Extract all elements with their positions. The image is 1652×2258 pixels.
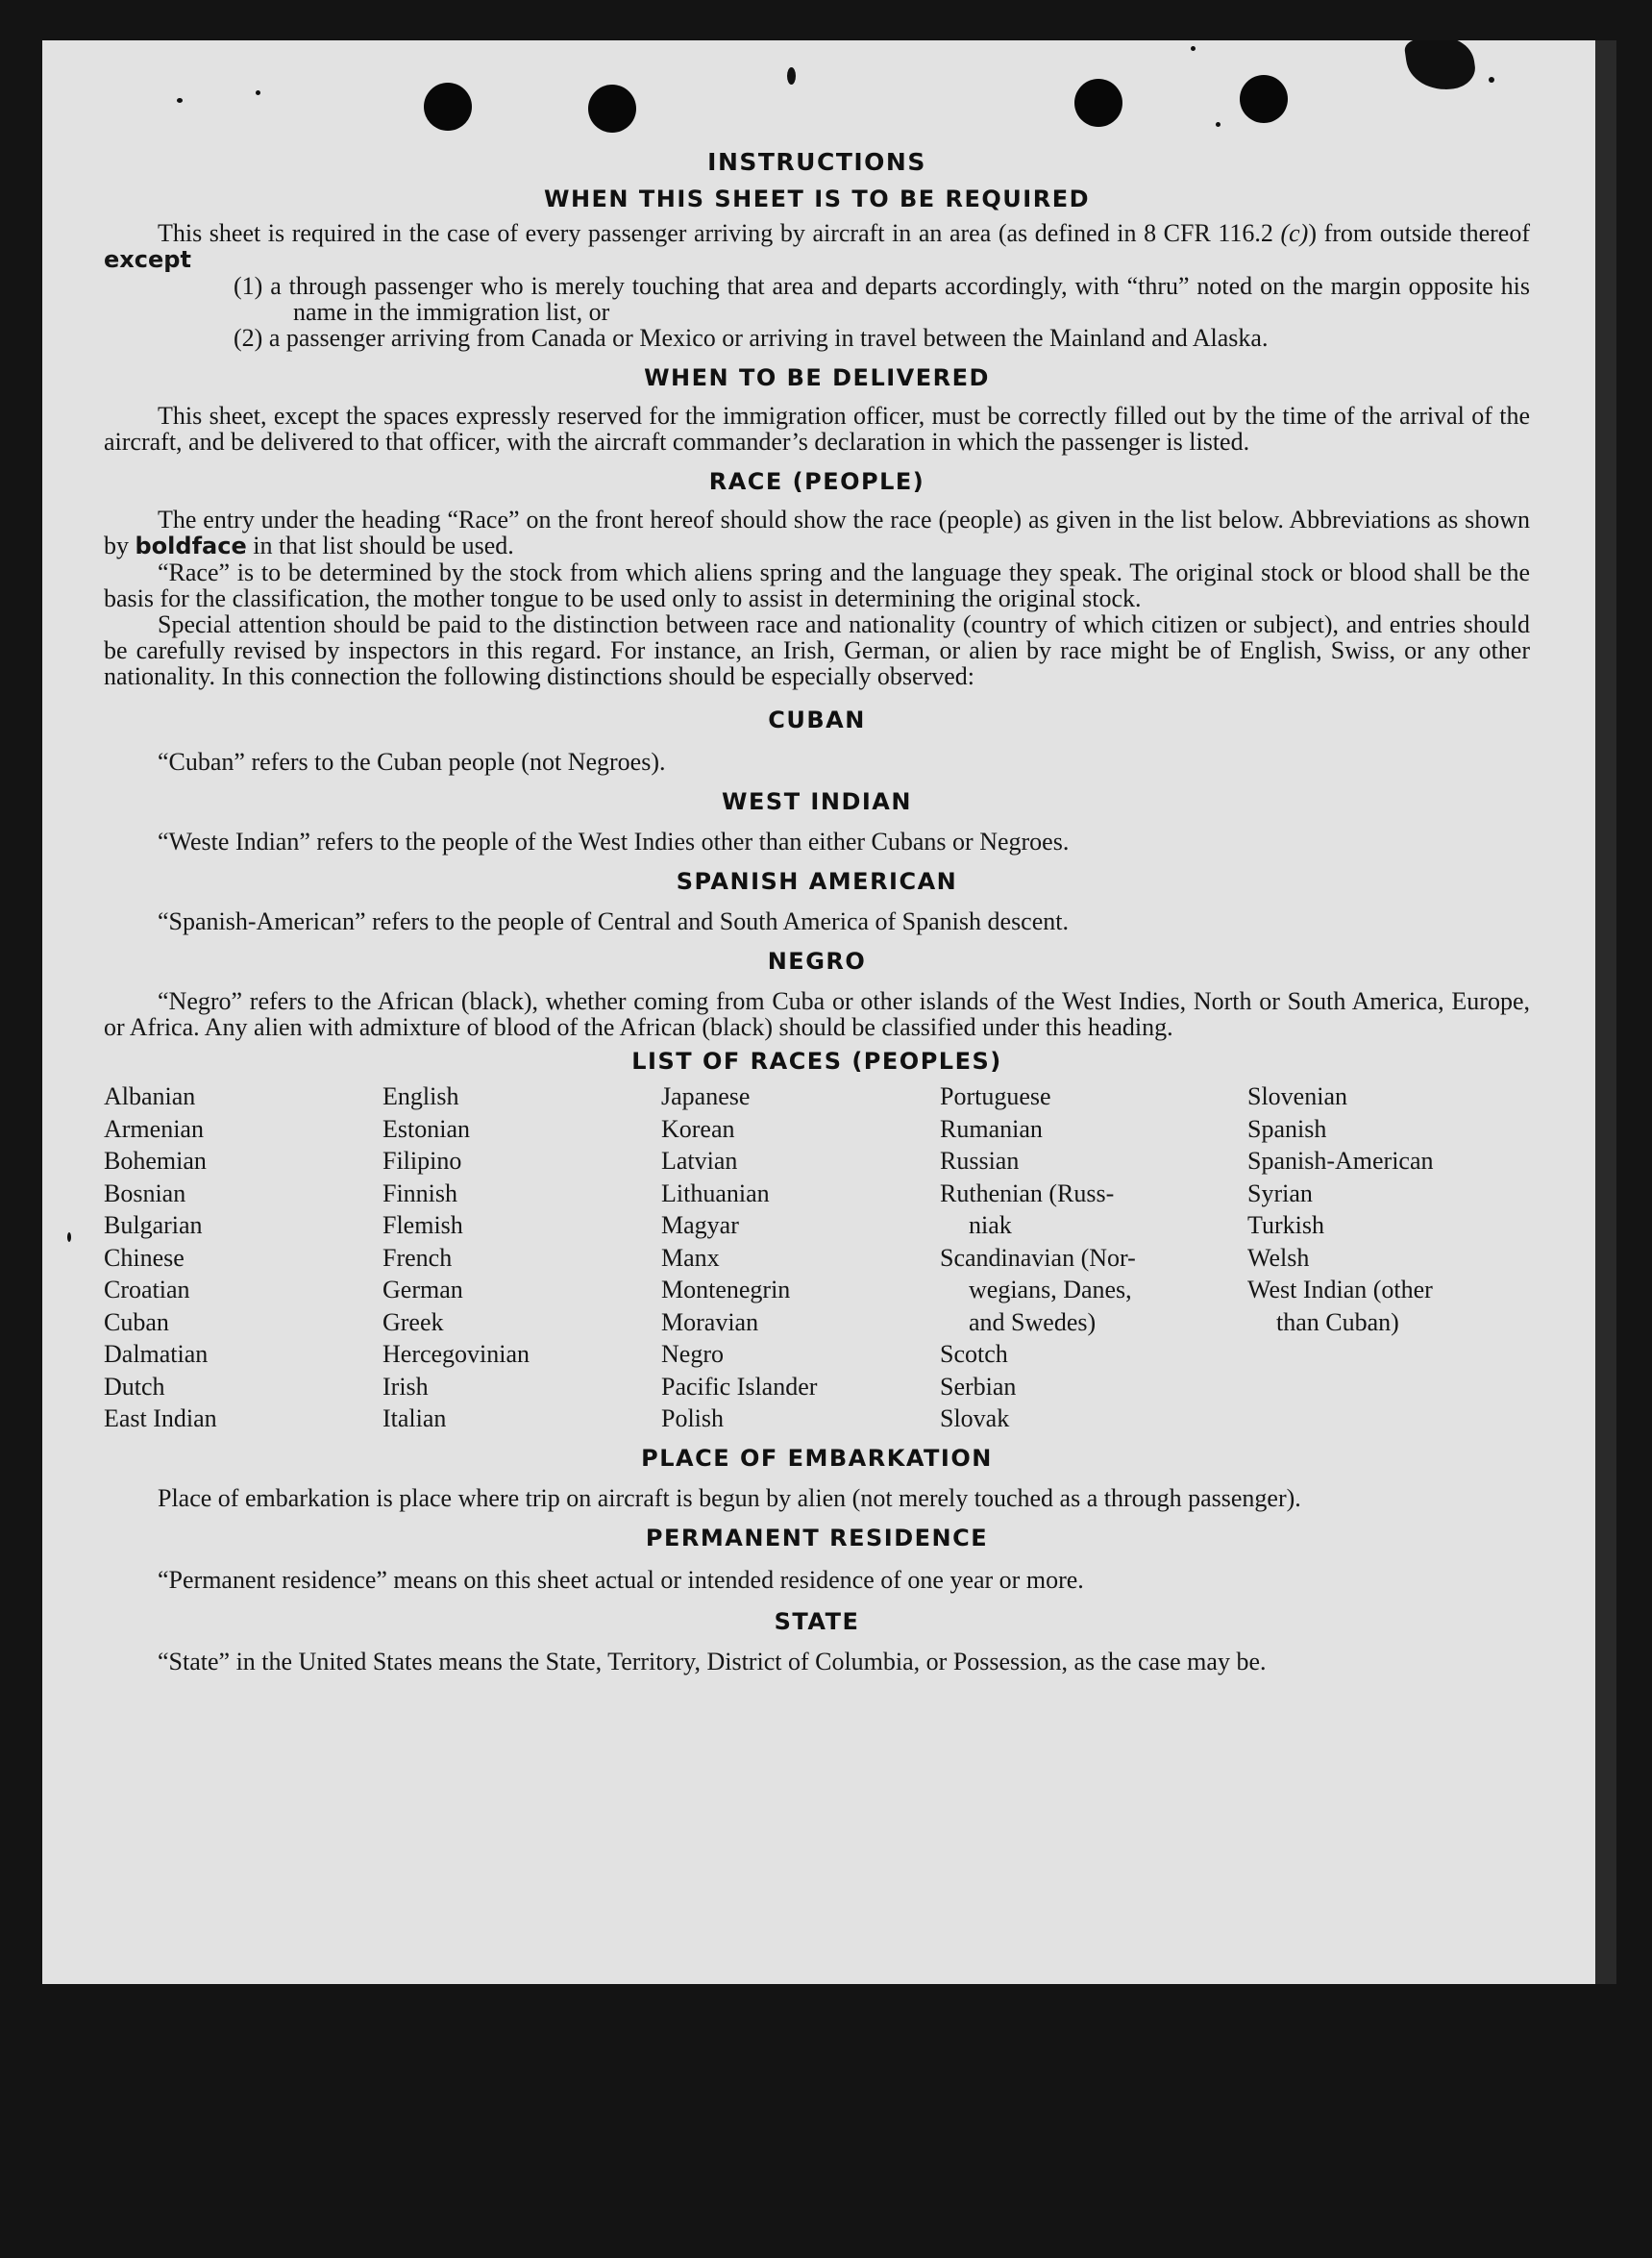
race-item: Turkish: [1247, 1211, 1324, 1239]
race-item: English: [382, 1082, 459, 1110]
race-item-continued: niak: [969, 1211, 1012, 1239]
torn-corner: [1403, 40, 1477, 95]
race-item: Montenegrin: [661, 1276, 791, 1303]
race-item: Irish: [382, 1372, 429, 1401]
race-list: [104, 1080, 1530, 1435]
race-item: Lithuanian: [661, 1179, 770, 1207]
race-paragraph-3: Special attention should be paid to the distinction between race and nationality (country of which citizen or subject), and entries should be carefully revised by inspectors in this regard. For instance, an Irish, German, or alien by race might be of English, Swiss, or any other nationality. In this connection the following distinctions should be especially observed:: [104, 610, 1530, 690]
required-intro-text: This sheet is required in the case of every passenger arriving by aircraft in an area (as defined in 8 CFR 116.2: [158, 219, 1281, 247]
race-item: Magyar: [661, 1211, 739, 1239]
race-item: German: [382, 1276, 463, 1303]
heading-list-of-races: LIST OF RACES (PEOPLES): [631, 1048, 1002, 1075]
race-item: Bulgarian: [104, 1211, 203, 1239]
race-item: Moravian: [661, 1307, 759, 1336]
race-paragraph-1-text: The entry under the heading “Race” on the front hereof should show the race (people) as given in the list below. Abbreviations as shown by: [104, 506, 1530, 559]
delivered-text: This sheet, except the spaces expressly reserved for the immigration officer, must be correctly filled out by the time of the arrival of the aircraft, and be delivered to that officer, with the aircraft commander’s declaration in which the passenger is listed.: [104, 402, 1530, 456]
race-column-2: [382, 1080, 661, 1435]
race-item: Russian: [940, 1147, 1020, 1175]
race-item: Latvian: [661, 1147, 738, 1175]
race-item: Estonian: [382, 1114, 470, 1143]
race-item: Slovenian: [1247, 1082, 1347, 1110]
document-page: [42, 40, 1595, 1984]
heading-race: RACE (PEOPLE): [708, 468, 925, 495]
race-column-3: [661, 1080, 940, 1435]
ink-speck: [256, 90, 260, 95]
race-item-continued: than Cuban): [1276, 1307, 1399, 1336]
race-item: Syrian: [1247, 1179, 1313, 1207]
race-item: Serbian: [940, 1372, 1017, 1401]
race-item-continued: and Swedes): [969, 1307, 1097, 1336]
punch-hole: [1074, 79, 1122, 127]
heading-west-indian: WEST INDIAN: [722, 788, 912, 815]
heading-place-of-embarkation: PLACE OF EMBARKATION: [641, 1444, 993, 1472]
race-item: Polish: [661, 1404, 725, 1432]
race-item: Italian: [382, 1404, 447, 1432]
negro-text: “Negro” refers to the African (black), whether coming from Cuba or other islands of the West Indies, North or South America, Europe, or Africa. Any alien with admixture of blood of the African (black) should be classified under this heading.: [104, 987, 1530, 1041]
race-item: Portuguese: [940, 1082, 1051, 1110]
boldface-keyword: boldface: [135, 533, 247, 559]
ink-speck: [177, 98, 183, 103]
race-paragraph-1: [104, 507, 1530, 559]
race-item: Flemish: [382, 1211, 463, 1239]
heading-when-delivered: WHEN TO BE DELIVERED: [644, 364, 990, 391]
race-item: Croatian: [104, 1276, 190, 1303]
ink-speck: [67, 1232, 71, 1242]
document-body: [104, 148, 1530, 1675]
required-intro-text-2: ) from outside thereof: [1308, 219, 1530, 247]
race-item: East Indian: [104, 1404, 217, 1432]
race-item: Scandinavian (Nor-: [940, 1243, 1136, 1272]
race-item: Welsh: [1247, 1243, 1310, 1272]
race-item: Korean: [661, 1114, 735, 1143]
race-item: Slovak: [940, 1404, 1010, 1432]
punch-hole: [588, 85, 636, 133]
state-text: “State” in the United States means the State, Territory, District of Columbia, or Possession, as the case may be.: [158, 1647, 1267, 1675]
heading-when-required: WHEN THIS SHEET IS TO BE REQUIRED: [543, 186, 1091, 212]
race-item: Dutch: [104, 1372, 165, 1401]
ink-speck: [1216, 122, 1221, 127]
heading-cuban: CUBAN: [768, 707, 866, 733]
page-edge-shadow: [1595, 40, 1616, 1984]
race-item: Ruthenian (Russ-: [940, 1179, 1115, 1207]
heading-state: STATE: [774, 1607, 860, 1635]
race-item: Filipino: [382, 1147, 462, 1175]
race-paragraph-2: “Race” is to be determined by the stock from which aliens spring and the language they speak. The original stock or blood shall be the basis for the classification, the mother tongue to be used only to assist in determining the original stock.: [104, 558, 1530, 612]
exception-item-1: (1) a through passenger who is merely touching that area and departs accordingly, with “thru” noted on the margin opposite his name in the immigration list, or: [234, 272, 1530, 326]
cfr-citation: (c): [1280, 219, 1309, 247]
heading-instructions: INSTRUCTIONS: [707, 148, 926, 176]
race-item: Dalmatian: [104, 1340, 209, 1368]
race-column-4: [940, 1080, 1247, 1435]
race-item: Spanish: [1247, 1114, 1327, 1143]
race-item: Manx: [661, 1243, 720, 1272]
race-column-5: [1247, 1080, 1530, 1435]
cuban-text: “Cuban” refers to the Cuban people (not Negroes).: [158, 748, 666, 776]
heading-spanish-american: SPANISH AMERICAN: [676, 868, 958, 895]
race-item: Spanish-American: [1247, 1147, 1434, 1175]
race-item: Finnish: [382, 1179, 458, 1207]
west-indian-text: “Weste Indian” refers to the people of the West Indies other than either Cubans or Negroes.: [158, 828, 1070, 856]
race-item: Bohemian: [104, 1147, 207, 1175]
race-item: Scotch: [940, 1340, 1008, 1368]
punch-hole: [424, 83, 472, 131]
race-item: Greek: [382, 1307, 444, 1336]
residence-text: “Permanent residence” means on this sheet actual or intended residence of one year or more.: [158, 1565, 1084, 1594]
race-item: Rumanian: [940, 1114, 1043, 1143]
race-item: Bosnian: [104, 1179, 186, 1207]
race-item: Armenian: [104, 1114, 204, 1143]
spanish-american-text: “Spanish-American” refers to the people of Central and South America of Spanish descent.: [158, 907, 1069, 935]
ink-speck: [1489, 77, 1494, 83]
race-item: Pacific Islander: [661, 1372, 818, 1401]
required-intro: [104, 220, 1530, 273]
race-item: French: [382, 1243, 453, 1272]
race-item: Negro: [661, 1340, 724, 1368]
race-item: Chinese: [104, 1243, 185, 1272]
heading-negro: NEGRO: [767, 948, 867, 975]
exception-item-2: (2) a passenger arriving from Canada or Mexico or arriving in travel between the Mainland and Alaska.: [234, 324, 1269, 352]
punch-hole: [1240, 75, 1288, 123]
race-item: Hercegovinian: [382, 1340, 530, 1368]
ink-speck: [1191, 46, 1196, 51]
embarkation-text: Place of embarkation is place where trip on aircraft is begun by alien (not merely touched as a through passenger).: [158, 1483, 1301, 1512]
except-keyword: except: [104, 246, 191, 273]
race-item: West Indian (other: [1247, 1276, 1433, 1303]
race-item: Japanese: [661, 1082, 751, 1110]
race-item-continued: wegians, Danes,: [969, 1276, 1132, 1303]
race-paragraph-1-text-2: in that list should be used.: [246, 532, 514, 559]
heading-permanent-residence: PERMANENT RESIDENCE: [645, 1524, 989, 1551]
race-item: Albanian: [104, 1082, 196, 1110]
race-item: Cuban: [104, 1307, 169, 1336]
race-column-1: [104, 1080, 382, 1435]
ink-speck: [787, 67, 796, 85]
